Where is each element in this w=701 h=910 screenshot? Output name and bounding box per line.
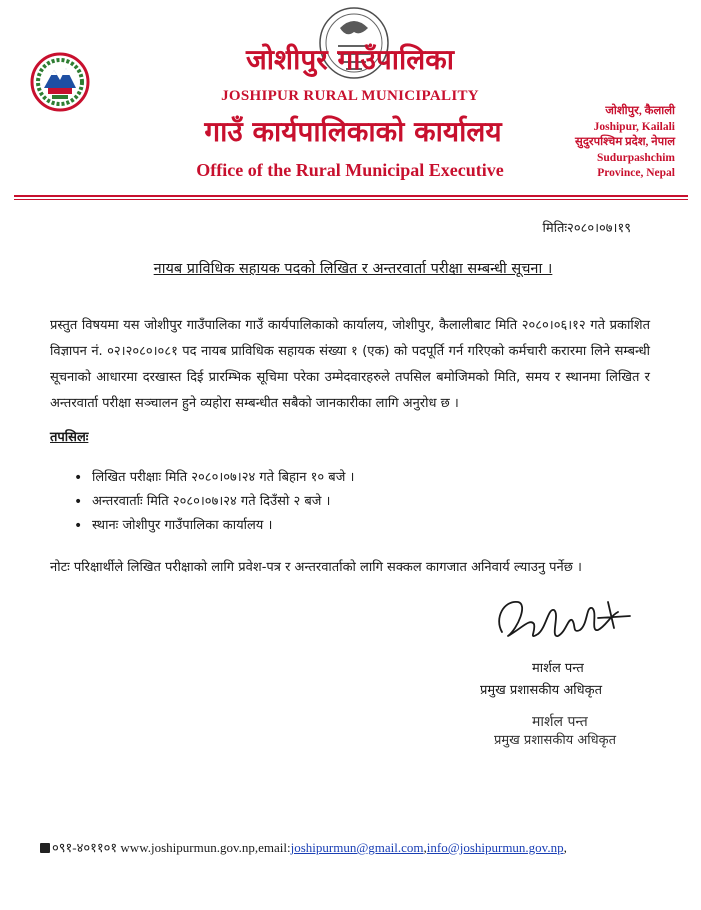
address-line: जोशीपुर, कैलाली bbox=[605, 105, 675, 117]
address-line: Joshipur, Kailali bbox=[593, 120, 675, 133]
footer-trailing: , bbox=[563, 840, 567, 855]
office-name-nepali: गाउँ कार्यपालिकाको कार्यालय bbox=[204, 115, 502, 148]
tapasil-heading: तपसिलः bbox=[50, 430, 89, 445]
municipality-name-english: JOSHIPUR RURAL MUNICIPALITY bbox=[221, 88, 479, 104]
address-line: सुदुरपश्चिम प्रदेश, नेपाल bbox=[575, 136, 675, 148]
list-item: • स्थानः जोशीपुर गाउँपालिका कार्यालय । bbox=[74, 514, 634, 538]
footer-separator: , bbox=[423, 840, 427, 855]
footer-contact bbox=[40, 838, 567, 856]
stamp-signatory-name: मार्शल पन्त bbox=[532, 714, 588, 730]
address-line: Sudurpashchim bbox=[597, 151, 675, 164]
footer-email-link[interactable]: joshipurmun@gmail.com bbox=[290, 840, 424, 855]
signatory-name: मार्शल पन्त bbox=[532, 661, 584, 676]
footer-email-link[interactable]: info@joshipurmun.gov.np bbox=[426, 840, 564, 855]
footer-website[interactable]: www.joshipurmun.gov.np,email: bbox=[120, 840, 291, 855]
notice-note: नोटः परिक्षार्थीले लिखित परीक्षाको लागि प्रवेश-पत्र र अन्तरवार्ताको लागि सक्कल कागजात अनिवार्य ल्याउनु पर्नेछ । bbox=[50, 560, 582, 575]
office-name-english: Office of the Rural Municipal Executive bbox=[196, 160, 504, 180]
footer-phone: ०९१-४०११०१ bbox=[52, 840, 118, 855]
office-address bbox=[575, 104, 675, 182]
handwritten-signature bbox=[488, 588, 638, 654]
notice-paragraph: प्रस्तुत विषयमा यस जोशीपुर गाउँपालिका गाउँ कार्यपालिकाको कार्यालय, जोशीपुर, कैलालीबाट मिति २०८०।०६।१२ गते प्रकाशित विज्ञापन नं. ०२।२०८०।०८१ पद नायब प्राविधिक सहायक संख्या १ (एक) को पदपूर्ति गर्न गरिएको कर्मचारी करारमा लिने सम्बन्धी सूचनाको आधारमा दरखास्त दिई प्रारम्भिक सूचिमा परेका उम्मेदवारहरुले तपसिल बमोजिमको मिति, समय र स्थानमा लिखित र अन्तरवार्ता परीक्षा सञ्चालन हुने व्यहोरा सम्बन्धीत सबैको जानकारीका लागि अनुरोध छ । bbox=[50, 318, 650, 411]
phone-icon bbox=[40, 843, 50, 853]
municipality-name-nepali: जोशीपुर गाउँपालिका bbox=[246, 43, 454, 76]
schedule-list bbox=[74, 466, 634, 538]
list-item: • अन्तरवार्ताः मिति २०८०।०७।२४ गते दिउँसो २ बजे । bbox=[74, 490, 634, 514]
notice-subject: नायब प्राविधिक सहायक पदको लिखित र अन्तरवार्ता परीक्षा सम्बन्धी सूचना । bbox=[153, 261, 553, 277]
address-line: Province, Nepal bbox=[597, 167, 675, 179]
stamp-signatory-title: प्रमुख प्रशासकीय अधिकृत bbox=[494, 733, 617, 748]
list-item: • लिखित परीक्षाः मिति २०८०।०७।२४ गते बिहान १० बजे । bbox=[74, 466, 634, 490]
nepal-emblem-logo bbox=[28, 52, 92, 112]
header-divider-thin bbox=[14, 199, 688, 200]
notice-date: मितिः२०८०।०७।१९ bbox=[542, 221, 631, 236]
header-divider bbox=[14, 195, 688, 197]
signatory-title: प्रमुख प्रशासकीय अधिकृत bbox=[480, 683, 603, 698]
